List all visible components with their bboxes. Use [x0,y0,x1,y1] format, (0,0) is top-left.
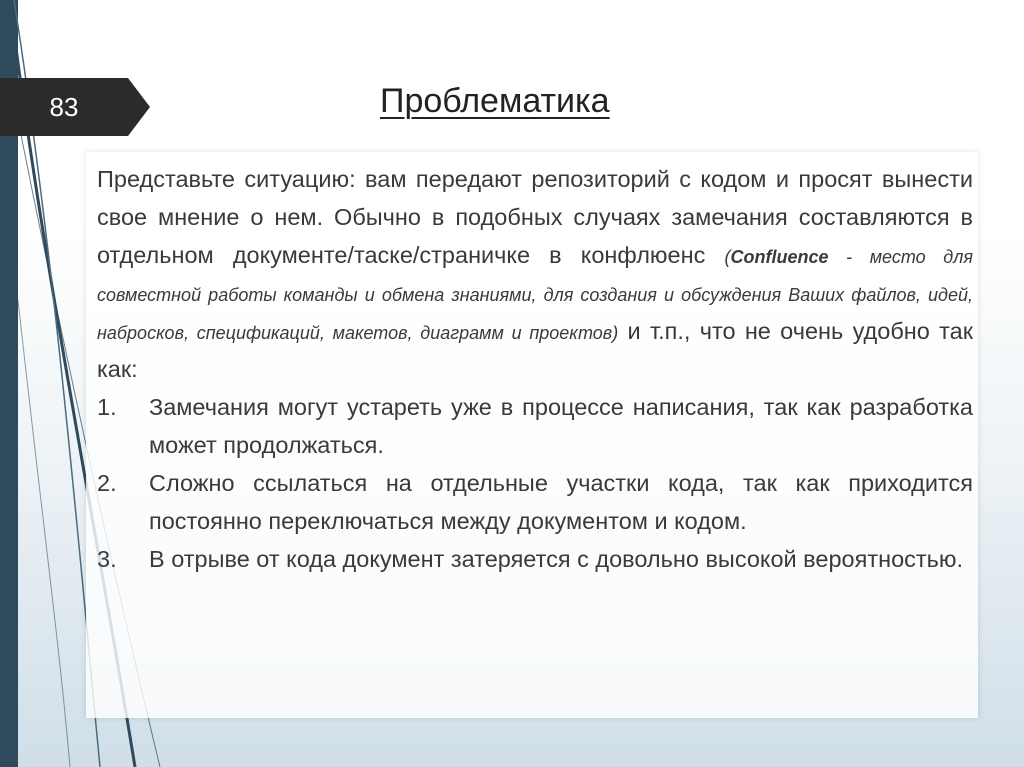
list-item-text: В отрыве от кода документ затеряется с довольно высокой вероятностью. [149,546,964,572]
intro-text: Представьте ситуацию: вам передают репозиторий с кодом и просят вынести свое мнение о нем. Обычно в подобных случаях замечания составляются в отдельном документе/таске/страничке в конфлюенс [97,166,973,268]
list-item-number: 1. [97,394,117,420]
list-item [97,540,973,578]
confluence-description: - место для совместной работы команды и обмена знаниями, для создания и обсуждения Ваших файлов, идей, набросков, спецификаций, макетов, диаграмм и проектов) [97,247,973,343]
list-item-number: 3. [97,546,117,572]
slide-number: 83 [49,91,79,122]
intro-paragraph [97,160,973,388]
list-item-text: Сложно ссылаться на отдельные участки кода, так как приходится постоянно переключаться между документом и кодом. [149,470,973,534]
slide-content [97,160,973,578]
note-open-paren: ( [724,247,731,267]
confluence-term: Confluence [730,247,829,267]
list-item [97,464,973,540]
intro-ending: и т.п., что не очень удобно так как: [97,318,973,382]
list-item-text: Замечания могут устареть уже в процессе написания, так как разработка может продолжаться. [149,394,973,458]
problem-list [97,388,973,578]
slide-number-tab [0,78,150,136]
slide-title: Проблематика [380,82,610,120]
list-item [97,388,973,464]
list-item-number: 2. [97,470,117,496]
